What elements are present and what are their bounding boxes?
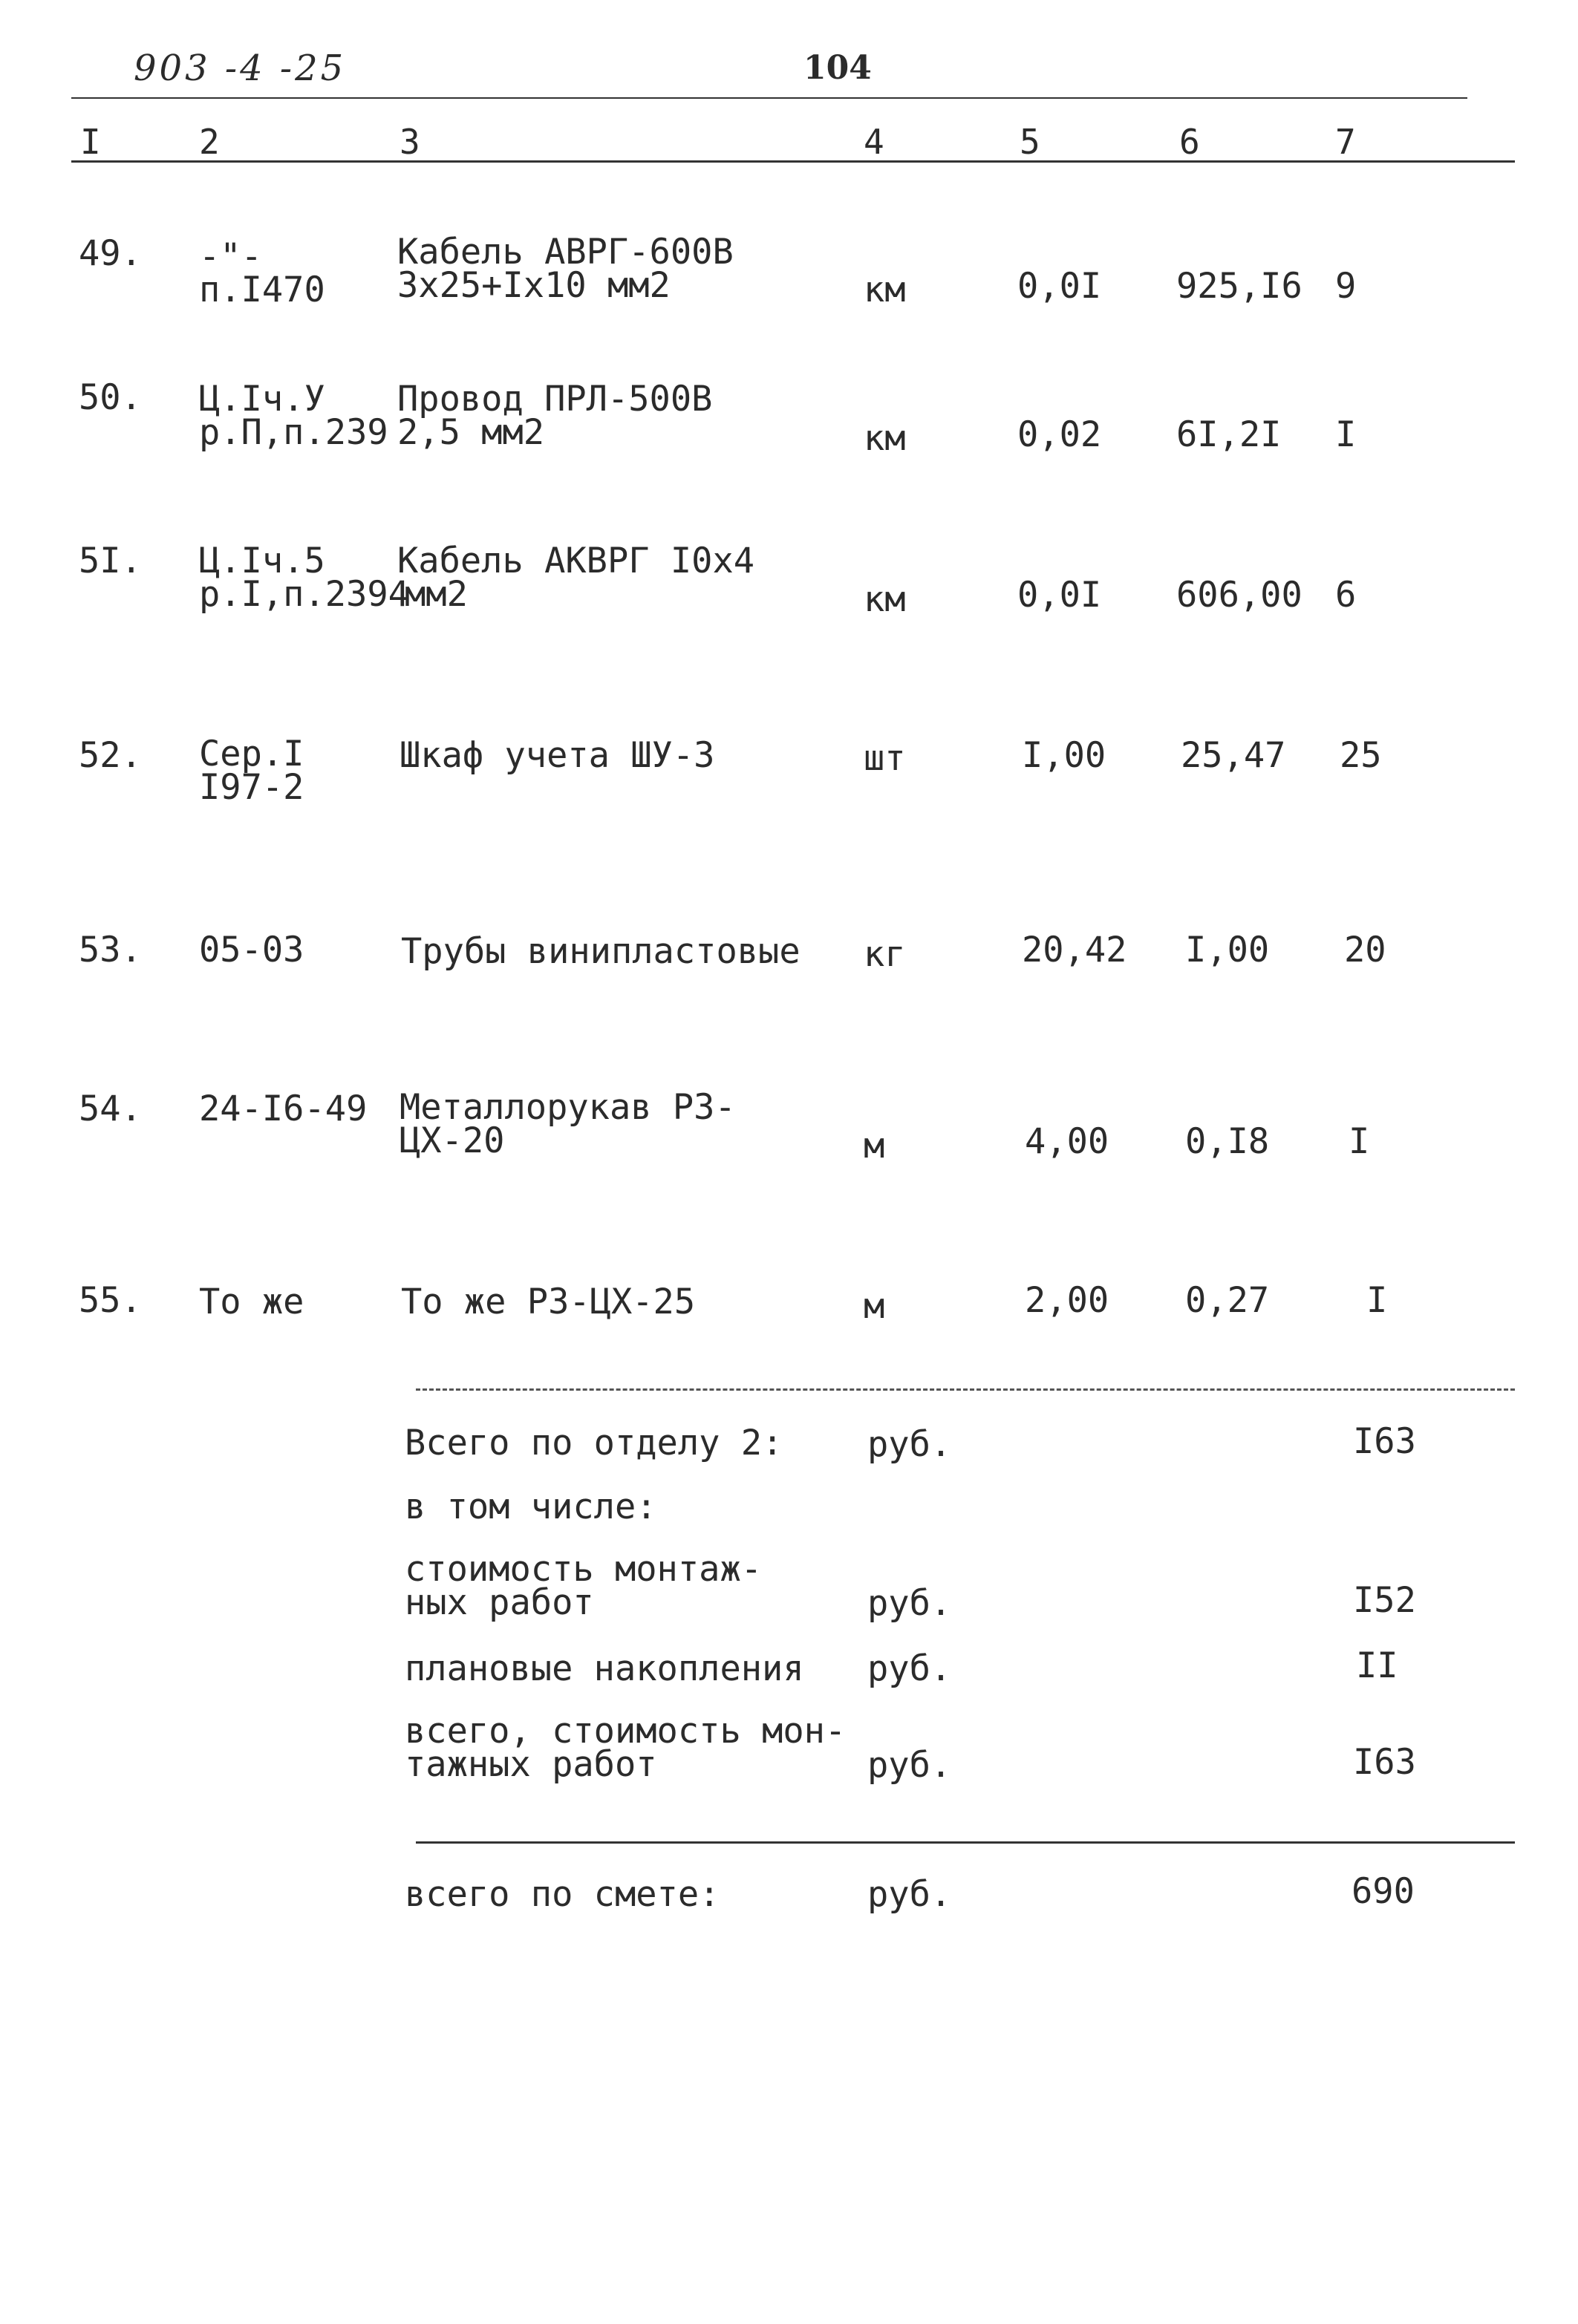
row-total: 6 bbox=[1335, 575, 1357, 616]
summary-total-dept-unit: руб. bbox=[867, 1424, 952, 1465]
column-header-5: 5 bbox=[1020, 122, 1040, 162]
row-number: 52. bbox=[79, 735, 142, 776]
row-unit: шт bbox=[864, 738, 906, 779]
row-quantity: 0,0I bbox=[1017, 266, 1102, 307]
grand-total-rule bbox=[416, 1841, 1515, 1844]
row-unit: кг bbox=[864, 934, 906, 975]
row-total: 9 bbox=[1335, 266, 1357, 307]
grand-total-unit: руб. bbox=[867, 1874, 952, 1915]
row-quantity: 2,00 bbox=[1025, 1280, 1109, 1321]
row-reference: -"- п.I470 bbox=[199, 236, 325, 310]
row-description: Провод ПРЛ-500В 2,5 мм2 bbox=[397, 379, 713, 453]
row-quantity: 0,0I bbox=[1017, 575, 1102, 616]
row-number: 49. bbox=[79, 233, 142, 274]
row-reference: То же bbox=[199, 1282, 304, 1322]
column-header-7: 7 bbox=[1335, 122, 1356, 162]
row-number: 53. bbox=[79, 930, 142, 970]
row-number: 5I. bbox=[79, 541, 142, 581]
row-unit: км bbox=[864, 270, 906, 310]
row-quantity: 4,00 bbox=[1025, 1121, 1109, 1162]
row-number: 54. bbox=[79, 1088, 142, 1129]
column-header-3: 3 bbox=[400, 122, 420, 162]
row-description: То же РЗ-ЦХ-25 bbox=[401, 1282, 696, 1322]
row-total: I bbox=[1335, 414, 1357, 455]
row-description: Кабель АКВРГ I0х4 мм2 bbox=[397, 541, 755, 615]
summary-including-label: в том числе: bbox=[405, 1486, 657, 1527]
row-description: Шкаф учета ШУ-3 bbox=[400, 735, 715, 776]
summary-install-cost-label: стоимость монтаж- ных работ bbox=[405, 1549, 763, 1623]
header-rule bbox=[71, 97, 1467, 99]
row-total: 25 bbox=[1340, 735, 1382, 776]
grand-total-label: всего по смете: bbox=[405, 1874, 720, 1915]
row-unit: км bbox=[864, 579, 906, 620]
row-reference: Сер.I I97-2 bbox=[199, 734, 304, 808]
row-unit-price: I,00 bbox=[1185, 930, 1270, 970]
summary-total-dept-label: Всего по отделу 2: bbox=[405, 1423, 783, 1463]
row-total: I bbox=[1349, 1121, 1370, 1162]
row-unit-price: 0,I8 bbox=[1185, 1121, 1270, 1162]
column-header-2: 2 bbox=[199, 122, 220, 162]
row-quantity: I,00 bbox=[1022, 735, 1106, 776]
row-number: 50. bbox=[79, 377, 142, 418]
section-rule bbox=[416, 1388, 1515, 1391]
row-unit: км bbox=[864, 418, 906, 459]
grand-total-value: 690 bbox=[1352, 1871, 1415, 1912]
summary-planned-label: плановые накопления bbox=[405, 1648, 804, 1689]
page-number: 104 bbox=[803, 49, 872, 87]
row-unit-price: 25,47 bbox=[1181, 735, 1286, 776]
row-unit-price: 6I,2I bbox=[1176, 414, 1282, 455]
row-reference: Ц.Iч.У р.П,п.239 bbox=[199, 379, 388, 453]
summary-total-install-unit: руб. bbox=[867, 1745, 952, 1786]
row-description: Металлорукав РЗ- ЦХ-20 bbox=[400, 1087, 736, 1161]
summary-total-install-value: I63 bbox=[1353, 1742, 1416, 1783]
column-header-4: 4 bbox=[864, 122, 884, 162]
row-total: 20 bbox=[1344, 930, 1386, 970]
column-header-6: 6 bbox=[1179, 122, 1200, 162]
document-code: 903 -4 -25 bbox=[134, 48, 347, 89]
row-unit-price: 0,27 bbox=[1185, 1280, 1270, 1321]
row-unit: м bbox=[864, 1126, 885, 1166]
summary-planned-unit: руб. bbox=[867, 1648, 952, 1689]
row-reference: 24-I6-49 bbox=[199, 1088, 368, 1129]
row-description: Трубы винипластовые bbox=[401, 931, 801, 972]
row-unit: м bbox=[864, 1286, 885, 1327]
row-quantity: 20,42 bbox=[1022, 930, 1127, 970]
summary-total-dept-value: I63 bbox=[1353, 1421, 1416, 1462]
summary-install-cost-unit: руб. bbox=[867, 1583, 952, 1624]
row-quantity: 0,02 bbox=[1017, 414, 1102, 455]
row-reference: Ц.Iч.5 р.I,п.2394 bbox=[199, 541, 409, 615]
summary-planned-value: II bbox=[1356, 1645, 1398, 1686]
column-header-1: I bbox=[80, 122, 101, 162]
row-description: Кабель АВРГ-600В 3х25+Iх10 мм2 bbox=[397, 232, 734, 306]
row-unit-price: 925,I6 bbox=[1176, 266, 1302, 307]
summary-install-cost-value: I52 bbox=[1353, 1580, 1416, 1621]
row-reference: 05-03 bbox=[199, 930, 304, 970]
row-number: 55. bbox=[79, 1280, 142, 1321]
row-unit-price: 606,00 bbox=[1176, 575, 1302, 616]
column-header-rule bbox=[71, 160, 1515, 163]
summary-total-install-label: всего, стоимость мон- тажных работ bbox=[405, 1711, 847, 1785]
row-total: I bbox=[1366, 1280, 1388, 1321]
